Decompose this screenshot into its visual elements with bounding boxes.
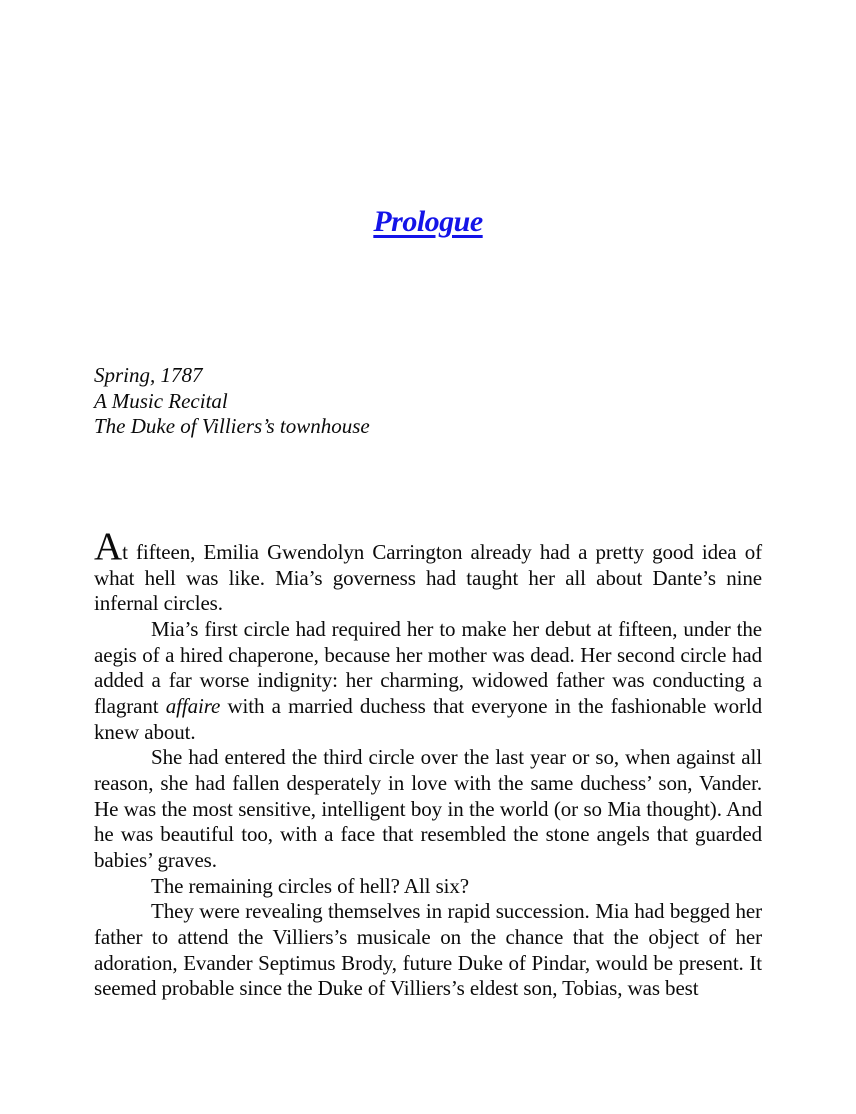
text-segment: Mia’s first circle had required her to make her debut at fifteen, under the aegis of a hired chaperone, because her mother was dead. Her second circle had added a far worse indignity: her charming, widowed father was conducting a flagrant [94,617,762,719]
scene-line-date: Spring, 1787 [94,363,203,387]
scene-line-event: A Music Recital [94,388,228,413]
paragraph [94,874,762,900]
text-segment: with a married duchess that everyone in the fashionable world knew about. [94,694,762,744]
text-segment: They were revealing themselves in rapid succession. Mia had begged her father to attend the Villiers’s musicale on the chance that the object of her adoration, Evander Septimus Brody, future Duke of Pindar, would be present. It seemed probable since the Duke of Villiers’s eldest son, Tobias, was best [94,899,762,1001]
text-segment: t fifteen, Emilia Gwendolyn Carrington already had a pretty good idea of what hell was like. Mia’s governess had taught her all about Dante’s nine infernal circles. [94,540,762,616]
chapter-title: Prologue [373,205,483,238]
lead-capital: A [94,525,123,568]
text-segment: The remaining circles of hell? All six? [151,873,469,898]
paragraph [94,745,762,873]
scene-line-place: The Duke of Villiers’s townhouse [94,414,370,439]
body-text [94,525,762,1002]
scene-heading [94,363,370,440]
paragraph [94,525,762,617]
text-segment: She had entered the third circle over the last year or so, when against all reason, she had fallen desperately in love with the same duchess’ son, Vander. He was the most sensitive, intelligent boy in the world (or so Mia thought). And he was beautiful too, with a face that resembled the stone angels that guarded babies’ graves. [94,745,762,873]
paragraph [94,899,762,1002]
text-segment: affaire [165,694,221,719]
paragraph [94,617,762,745]
